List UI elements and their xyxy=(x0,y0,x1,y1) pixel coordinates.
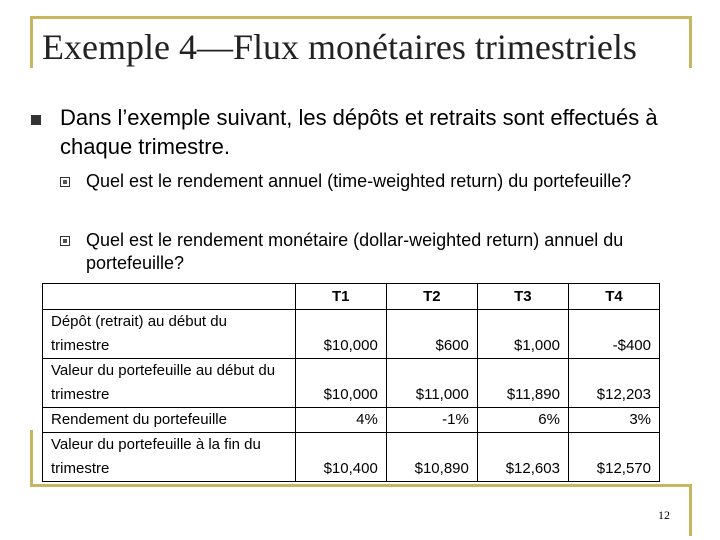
cell-value: $12,603 xyxy=(477,433,568,482)
cell-value: $1,000 xyxy=(477,310,568,359)
title-frame-left xyxy=(30,16,33,68)
cell-value: $12,203 xyxy=(568,359,659,408)
row-label: Valeur du portefeuille au début du trimestre xyxy=(43,359,296,408)
slide-title: Exemple 4—Flux monétaires trimestriels xyxy=(42,27,637,67)
cashflow-table xyxy=(42,283,660,482)
row-label: Rendement du portefeuille xyxy=(43,408,296,433)
title-frame-right xyxy=(689,16,692,68)
cell-value: -$400 xyxy=(568,310,659,359)
cell-value: 4% xyxy=(295,408,386,433)
cell-value: $10,890 xyxy=(386,433,477,482)
cell-value: $10,000 xyxy=(295,359,386,408)
sub-bullet-icon xyxy=(60,177,70,187)
cell-value: $12,570 xyxy=(568,433,659,482)
bullet-square-icon xyxy=(31,115,41,125)
title-frame-top xyxy=(30,16,692,19)
table-row xyxy=(43,359,660,408)
footer-frame-right xyxy=(689,484,692,536)
table-header-row xyxy=(43,284,660,310)
cell-value: $11,000 xyxy=(386,359,477,408)
row-label: Dépôt (retrait) au début du trimestre xyxy=(43,310,296,359)
footer-frame-left xyxy=(30,430,33,486)
cell-value: $11,890 xyxy=(477,359,568,408)
sub-bullet-text-2: Quel est le rendement monétaire (dollar-weighted return) annuel du portefeuille? xyxy=(86,230,624,273)
table-header-t1: T1 xyxy=(295,284,386,310)
cell-value: $10,000 xyxy=(295,310,386,359)
table-header-empty xyxy=(43,284,296,310)
cell-value: -1% xyxy=(386,408,477,433)
page-number: 12 xyxy=(658,508,670,522)
sub-bullet-icon xyxy=(60,236,70,246)
table-row xyxy=(43,408,660,433)
sub-bullet-text-1: Quel est le rendement annuel (time-weighted return) du portefeuille? xyxy=(86,171,632,191)
table-header-t3: T3 xyxy=(477,284,568,310)
row-label: Valeur du portefeuille à la fin du trimestre xyxy=(43,433,296,482)
cell-value: 6% xyxy=(477,408,568,433)
cell-value: $600 xyxy=(386,310,477,359)
table-row xyxy=(43,433,660,482)
cell-value: 3% xyxy=(568,408,659,433)
table-header-t4: T4 xyxy=(568,284,659,310)
table-header-t2: T2 xyxy=(386,284,477,310)
main-bullet-text: Dans l’exemple suivant, les dépôts et retraits sont effectués à chaque trimestre. xyxy=(60,105,658,159)
footer-frame-line xyxy=(30,484,692,487)
table-row xyxy=(43,310,660,359)
cell-value: $10,400 xyxy=(295,433,386,482)
